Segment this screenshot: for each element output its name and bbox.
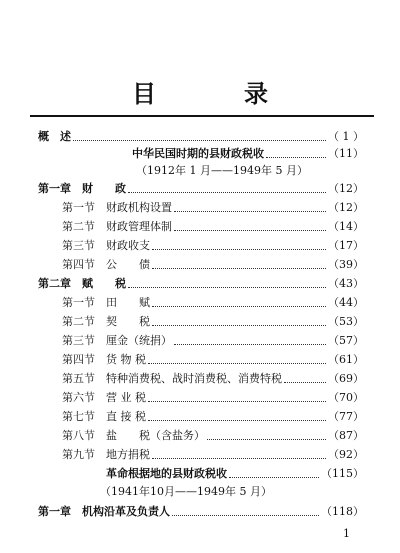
- toc-entry-label: 第四节 公 债: [62, 258, 150, 271]
- toc-section[interactable]: [62, 293, 364, 313]
- toc-section[interactable]: [62, 445, 364, 465]
- toc-leader-dots: [152, 458, 326, 459]
- toc-section[interactable]: [62, 312, 364, 332]
- toc-entry-page: （12）: [328, 182, 364, 195]
- toc-entry-label: 第八节 盐 税（含盐务）: [62, 429, 205, 442]
- toc-section[interactable]: [62, 236, 364, 256]
- toc-section[interactable]: [62, 198, 364, 218]
- toc-entry-page: （92）: [328, 448, 364, 461]
- toc-section[interactable]: [62, 369, 364, 389]
- toc-entry-label: 第六节 营 业 税: [62, 391, 146, 404]
- toc-entry-page: （69）: [328, 372, 364, 385]
- toc-entry-label: 第二章 赋 税: [38, 277, 126, 290]
- toc-leader-dots: [174, 211, 326, 212]
- toc-leader-dots: [148, 420, 326, 421]
- toc-entry-label: 第一节 财政机构设置: [62, 201, 172, 214]
- toc-entry-label: 第三节 厘金（统捐）: [62, 334, 172, 347]
- toc-leader-dots: [266, 157, 326, 158]
- toc-entry-page: （118）: [321, 505, 364, 518]
- toc-entry-label: 第一章 机构沿革及负责人: [38, 505, 170, 518]
- toc-leader-dots: [128, 287, 326, 288]
- section-date-range: （1912年 1 月——1949年 5 月）: [136, 164, 308, 177]
- toc-entry-label: 第二节 契 税: [62, 315, 150, 328]
- toc-entry-label: 第一节 田 赋: [62, 296, 150, 309]
- toc-leader-dots: [284, 382, 326, 383]
- toc-entry-label: 中华民国时期的县财政税收: [132, 147, 264, 160]
- toc-entry-label: 第二节 财政管理体制: [62, 220, 172, 233]
- toc-chapter-2[interactable]: [38, 274, 364, 294]
- toc-entry-label: 第五节 特种消费税、战时消费税、消费特税: [62, 372, 282, 385]
- toc-leader-dots: [148, 363, 326, 364]
- toc-section[interactable]: [62, 255, 364, 275]
- toc-entry-page: （14）: [328, 220, 364, 233]
- toc-entry-page: （57）: [328, 334, 364, 347]
- toc-section[interactable]: [62, 426, 364, 446]
- toc-entry-page: （39）: [328, 258, 364, 271]
- toc-entry-label: 第三节 财政收支: [62, 239, 150, 252]
- toc-leader-dots: [152, 325, 326, 326]
- title-divider: [30, 115, 374, 117]
- toc-entry-label: 第四节 货 物 税: [62, 353, 146, 366]
- toc-entry-label: 概 述: [38, 130, 71, 143]
- toc-section[interactable]: [62, 217, 364, 237]
- page-number: 1: [343, 527, 350, 540]
- toc-entry-page: （ 1 ）: [328, 130, 364, 143]
- toc-entry-page: （44）: [328, 296, 364, 309]
- toc-section[interactable]: [62, 388, 364, 408]
- toc-section-revolution[interactable]: [106, 464, 364, 484]
- toc-entry-page: （43）: [328, 277, 364, 290]
- toc-leader-dots: [207, 439, 326, 440]
- toc-leader-dots: [73, 140, 326, 141]
- toc-leader-dots: [229, 477, 319, 478]
- toc-leader-dots: [174, 344, 326, 345]
- toc-entry-page: （17）: [328, 239, 364, 252]
- toc-entry-page: （61）: [328, 353, 364, 366]
- toc-entry-label: 第九节 地方捐税: [62, 448, 150, 461]
- toc-entry-page: （115）: [321, 467, 364, 480]
- toc-entry-page: （11）: [328, 147, 364, 160]
- toc-leader-dots: [148, 401, 326, 402]
- toc-section[interactable]: [62, 331, 364, 351]
- toc-entry-page: （53）: [328, 315, 364, 328]
- toc-entry-page: （12）: [328, 201, 364, 214]
- toc-chapter-1-revolution[interactable]: [38, 502, 364, 522]
- toc-entry-label: 第一章 财 政: [38, 182, 126, 195]
- toc-entry-page: （77）: [328, 410, 364, 423]
- toc-chapter-1[interactable]: [38, 179, 364, 199]
- toc-leader-dots: [128, 192, 326, 193]
- section-date-range: （1941年10月——1949年 5 月）: [100, 485, 272, 498]
- toc-entry-page: （70）: [328, 391, 364, 404]
- toc-entry-label: 革命根据地的县财政税收: [106, 467, 227, 480]
- toc-leader-dots: [152, 249, 326, 250]
- toc-leader-dots: [174, 230, 326, 231]
- page-title: 目 录: [132, 79, 300, 108]
- toc-section[interactable]: [62, 407, 364, 427]
- toc-leader-dots: [172, 515, 319, 516]
- toc-entry-page: （87）: [328, 429, 364, 442]
- toc-leader-dots: [152, 268, 326, 269]
- toc-entry-label: 第七节 直 接 税: [62, 410, 146, 423]
- toc-leader-dots: [152, 306, 326, 307]
- toc-section[interactable]: [62, 350, 364, 370]
